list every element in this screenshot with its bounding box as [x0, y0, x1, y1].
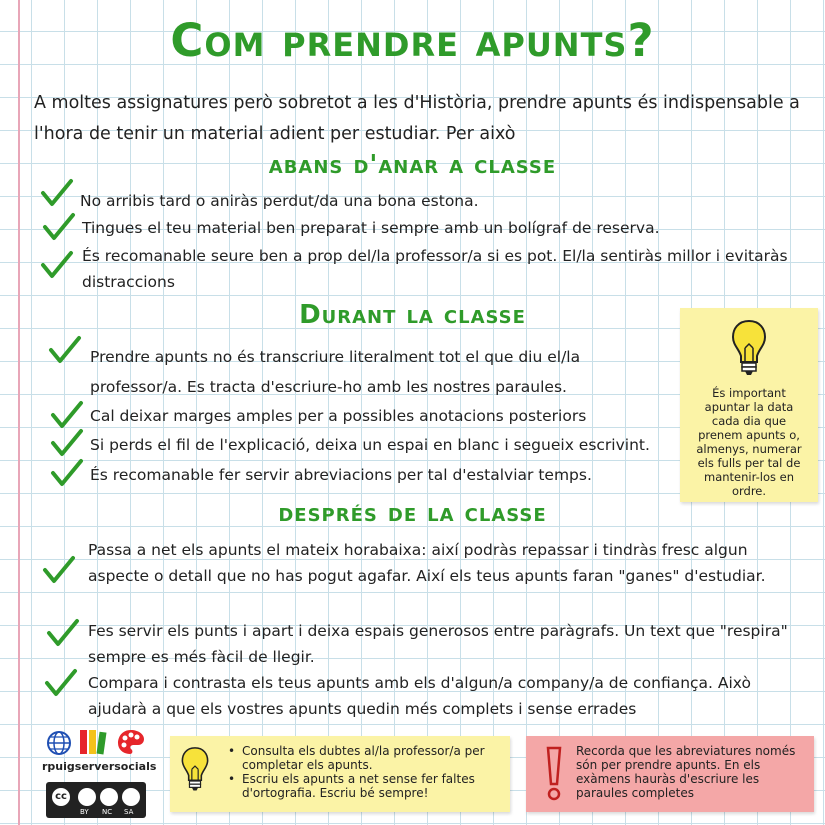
- lightbulb-icon: [730, 318, 768, 384]
- sa-icon: [122, 788, 140, 806]
- list-item: Fes servir els punts i apart i deixa espais generosos entre paràgrafs. Un text que "respira" sempre es més fàcil de llegir.: [88, 622, 788, 666]
- list-item: Prendre apunts no és transcriure literalment tot el que diu el/la professor/a. Es tracta d'escriure-ho amb les nostres paraules.: [90, 348, 581, 396]
- creative-commons-license-badge: [46, 782, 146, 818]
- license-label-by: BY: [80, 808, 89, 816]
- section-title-during-class: Durant la classe: [299, 300, 526, 330]
- tips-list: [228, 744, 498, 800]
- checkmark-icon: [46, 618, 80, 648]
- brand-label: rpuigserversocials: [42, 760, 157, 773]
- tips-note: [170, 736, 510, 812]
- intro-paragraph: A moltes assignatures però sobretot a les d'Història, prendre apunts és indispensable a l'hora de tenir un material adient per estudiar. Per això: [34, 93, 800, 144]
- tip-item: • Consulta els dubtes al/la professor/a per completar els apunts.: [228, 744, 498, 772]
- list-item: Cal deixar marges amples per a possibles anotacions posteriors: [90, 407, 587, 425]
- warning-text: Recorda que les abreviatures només són per prendre apunts. En els exàmens hauràs d'escriure les paraules completes: [576, 744, 796, 800]
- margin-line: [18, 0, 20, 825]
- side-note: [680, 308, 818, 502]
- list-item: No arribis tard o aniràs perdut/da una bona estona.: [80, 192, 479, 210]
- section-title-before-class: abans d'anar a classe: [268, 150, 557, 180]
- tip-item: • Escriu els apunts a net sense fer faltes d'ortografia. Escriu bé sempre!: [228, 772, 498, 800]
- checkmark-icon: [40, 250, 74, 280]
- palette-icon: [116, 728, 146, 760]
- by-icon: [78, 788, 96, 806]
- section-title-after-class: després de la classe: [278, 498, 547, 528]
- checkmark-icon: [50, 428, 84, 458]
- warning-note: [526, 736, 814, 812]
- list-item: Si perds el fil de l'explicació, deixa un espai en blanc i segueix escrivint.: [90, 436, 650, 454]
- checkmark-icon: [50, 458, 84, 488]
- checkmark-icon: [40, 178, 74, 208]
- list-item: Passa a net els apunts el mateix horabaixa: així podràs repassar i tindràs fresc algun aspecte o detall que no has pogut agafar. Així els teus apunts faran "ganes" d'estudiar.: [88, 541, 766, 585]
- list-item: Tingues el teu material ben preparat i sempre amb un bolígraf de reserva.: [82, 219, 660, 237]
- checkmark-icon: [42, 555, 76, 585]
- books-icon: [78, 728, 112, 760]
- checkmark-icon: [42, 212, 76, 242]
- nc-icon: [100, 788, 118, 806]
- globe-icon: [46, 730, 72, 760]
- list-item: És recomanable fer servir abreviacions per tal d'estalviar temps.: [90, 466, 592, 484]
- checkmark-icon: [50, 400, 84, 430]
- license-label-sa: SA: [124, 808, 134, 816]
- list-item: Compara i contrasta els teus apunts amb els d'algun/a company/a de confiança. Això ajudarà a que els vostres apunts quedin més complets i sense errades: [88, 674, 751, 718]
- side-note-text: És important apuntar la data cada dia que prenem apunts o, almenys, numerar els fulls per tal de mantenir-los en ordre.: [696, 386, 802, 498]
- lightbulb-icon: [180, 744, 210, 800]
- checkmark-icon: [44, 668, 78, 698]
- cc-icon: cc: [50, 786, 72, 808]
- exclamation-icon: [544, 746, 564, 806]
- list-item: És recomanable seure ben a prop del/la professor/a si es pot. El/la sentiràs millor i evitaràs distraccions: [82, 247, 788, 291]
- license-label-nc: NC: [102, 808, 113, 816]
- checkmark-icon: [48, 335, 82, 365]
- page-title: Com prendre apunts?: [170, 14, 655, 67]
